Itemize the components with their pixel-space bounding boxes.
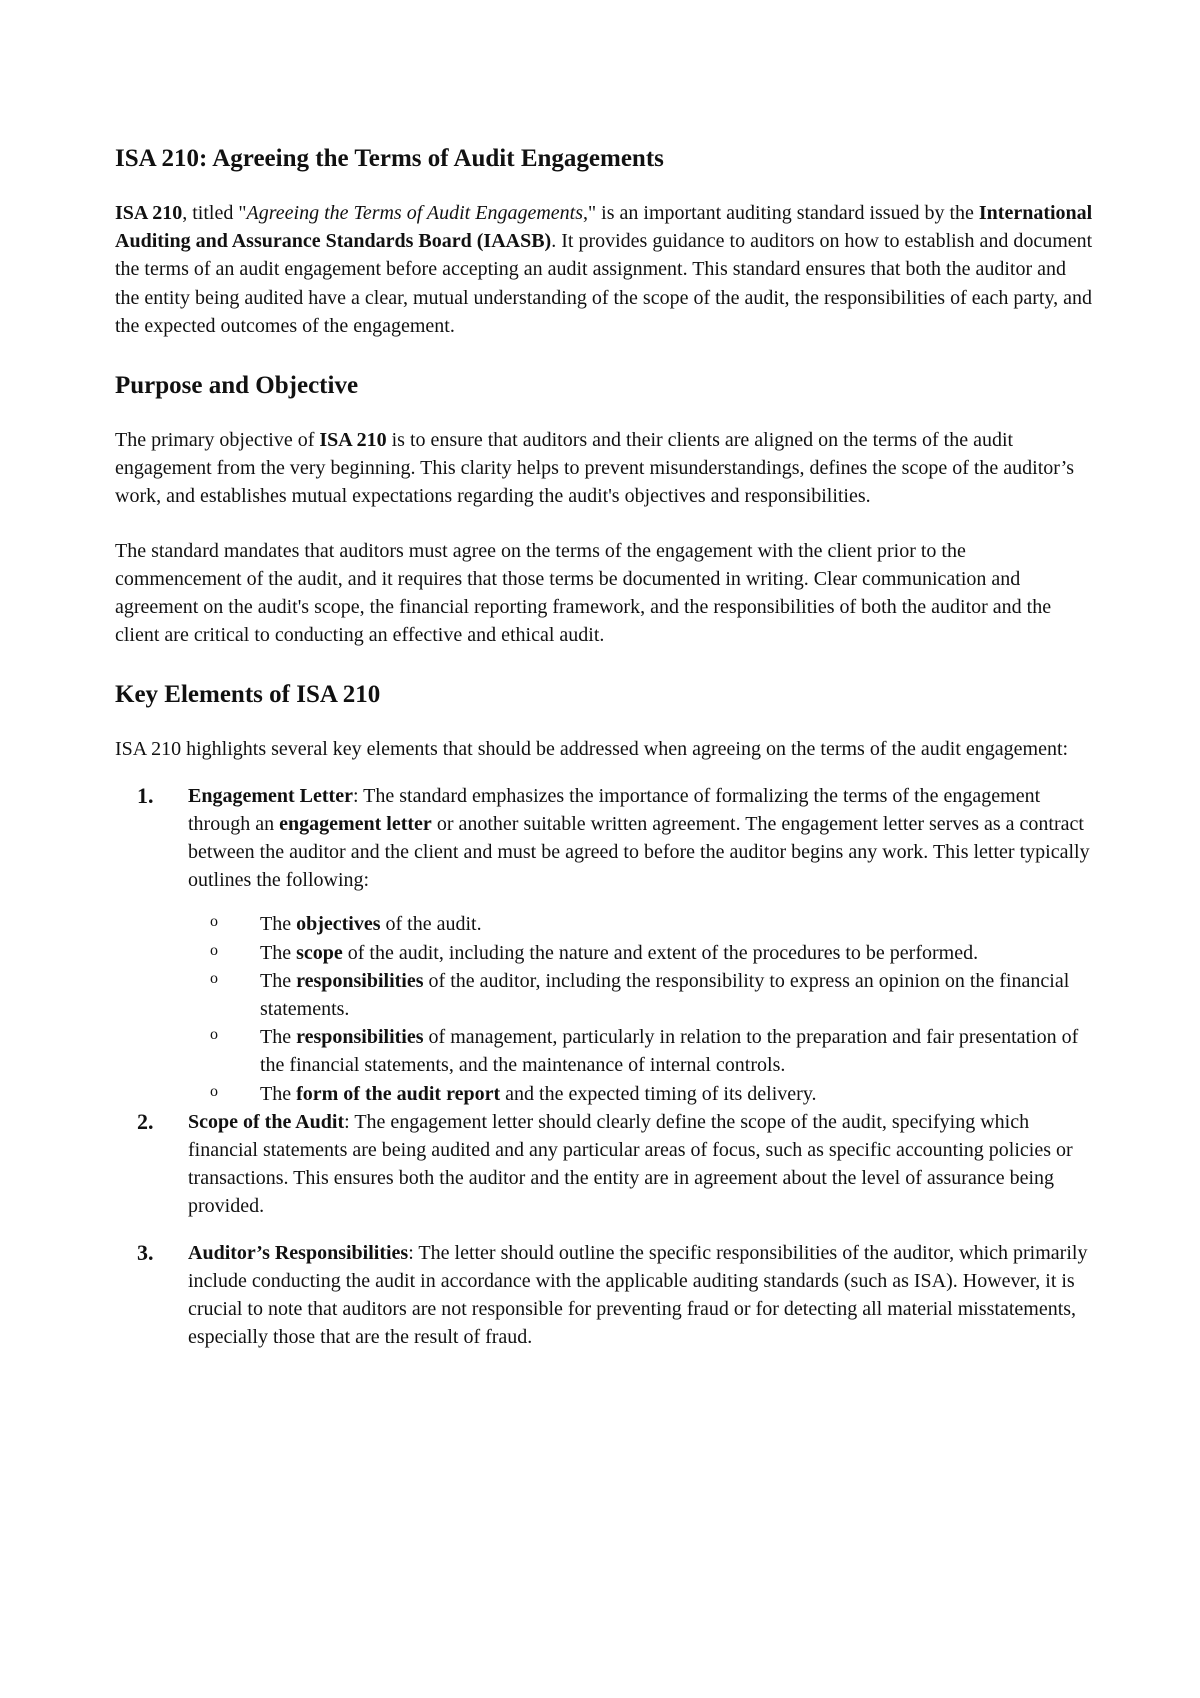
sub-bold: objectives [296, 913, 381, 936]
sub-bold: scope [296, 941, 343, 964]
sub-text: The [260, 913, 297, 936]
standard-title-italic: Agreeing the Terms of Audit Engagements [246, 202, 583, 224]
key-elements-heading: Key Elements of ISA 210 [115, 681, 381, 709]
sub-bold: responsibilities [296, 1026, 424, 1049]
key-elements-intro: ISA 210 highlights several key elements that should be addressed when agreeing on the terms of the audit engagement: [115, 738, 1069, 761]
sub-text: The [260, 1026, 297, 1049]
sub-text: and the expected timing of its delivery. [500, 1082, 817, 1105]
purpose-text: is to ensure that auditors and their clients are aligned on the terms of the audit engagement from the very beginning. This clarity helps to prevent misunderstandings, defines the scope of the auditor’s work, and establishes mutual expectations regarding the audit's objectives and responsibilities. [115, 429, 1075, 508]
circle-bullet-icon: o [210, 941, 218, 959]
list-number: 1. [137, 782, 154, 808]
sub-text: The [260, 1082, 297, 1105]
sub-list-item [188, 1080, 1095, 1108]
document-title: ISA 210: Agreeing the Terms of Audit Engagements [115, 145, 664, 172]
sub-text: of the auditor, including the responsibility to express an opinion on the financial statements. [260, 969, 1070, 1021]
item-text: : The engagement letter should clearly define the scope of the audit, specifying which financial statements are being audited and any particular areas of focus, such as specific accounting policies or transactions. This ensures both the auditor and the entity are in agreement about the level of assurance being provided. [188, 1110, 1073, 1218]
sub-list-item [188, 910, 1095, 938]
purpose-paragraph-2: The standard mandates that auditors must agree on the terms of the engagement with the client prior to the commencement of the audit, and it requires that those terms be documented in writing. Clear communication and agreement on the audit's scope, the financial reporting framework, and the responsibilities of both the auditor and the client are critical to conducting an effective and ethical audit. [115, 539, 1052, 647]
item-bold-term: engagement letter [279, 812, 432, 835]
list-number: 2. [137, 1108, 154, 1134]
intro-paragraph [115, 199, 1095, 340]
document-page [115, 143, 1095, 1352]
item-text: : The letter should outline the specific responsibilities of the auditor, which primarily include conducting the audit in accordance with the applicable auditing standards (such as ISA). However, it is crucial to note that auditors are not responsible for preventing fraud or for detecting all material misstatements, especially those that are the result of fraud. [188, 1241, 1088, 1349]
circle-bullet-icon: o [210, 969, 218, 987]
sub-text: The [260, 941, 297, 964]
intro-text: , titled " [182, 202, 247, 224]
sub-text: of the audit, including the nature and extent of the procedures to be performed. [342, 941, 979, 964]
purpose-paragraph-1 [115, 426, 1095, 511]
engagement-letter-contents [188, 910, 1095, 1107]
sub-bold: responsibilities [296, 969, 424, 992]
purpose-heading: Purpose and Objective [115, 372, 359, 400]
isa-ref: ISA 210 [319, 429, 387, 452]
list-item-auditor-responsibilities [115, 1239, 1095, 1352]
list-item-engagement-letter [115, 782, 1095, 1108]
list-number: 3. [137, 1239, 154, 1265]
isa-ref: ISA 210 [115, 202, 183, 224]
sub-text: of management, particularly in relation to the preparation and fair presentation of the financial statements, and the maintenance of internal controls. [260, 1026, 1079, 1077]
purpose-text: The primary objective of [115, 429, 320, 452]
circle-bullet-icon: o [210, 913, 218, 931]
sub-text: The [260, 969, 297, 992]
circle-bullet-icon: o [210, 1082, 218, 1100]
sub-list-item [188, 939, 1095, 967]
sub-list-item [188, 1023, 1095, 1079]
intro-text: . It provides guidance to auditors on how to establish and document the terms of an audit engagement before accepting an audit assignment. This standard ensures that both the auditor and the entity being audited have a clear, mutual understanding of the scope of the audit, the responsibilities of each party, and the expected outcomes of the engagement. [115, 230, 1093, 337]
intro-text: ," is an important auditing standard issued by the [583, 202, 979, 224]
list-item-scope [115, 1108, 1095, 1221]
sub-list-item [188, 967, 1095, 1023]
item-label: Engagement Letter [188, 784, 353, 807]
item-label: Auditor’s Responsibilities [188, 1241, 409, 1264]
sub-text: of the audit. [380, 913, 482, 936]
circle-bullet-icon: o [210, 1026, 218, 1044]
item-text: or another suitable written agreement. The engagement letter serves as a contract between the auditor and the client and must be agreed to before the auditor begins any work. This letter typically outlines the following: [188, 812, 1090, 892]
sub-bold: form of the audit report [296, 1082, 501, 1105]
item-label: Scope of the Audit [188, 1110, 345, 1133]
key-elements-list [115, 782, 1095, 1352]
iaasb-name: International Auditing and Assurance Standards Board (IAASB) [115, 202, 1093, 253]
item-text: : The standard emphasizes the importance of formalizing the terms of the engagement through an [188, 784, 1041, 835]
